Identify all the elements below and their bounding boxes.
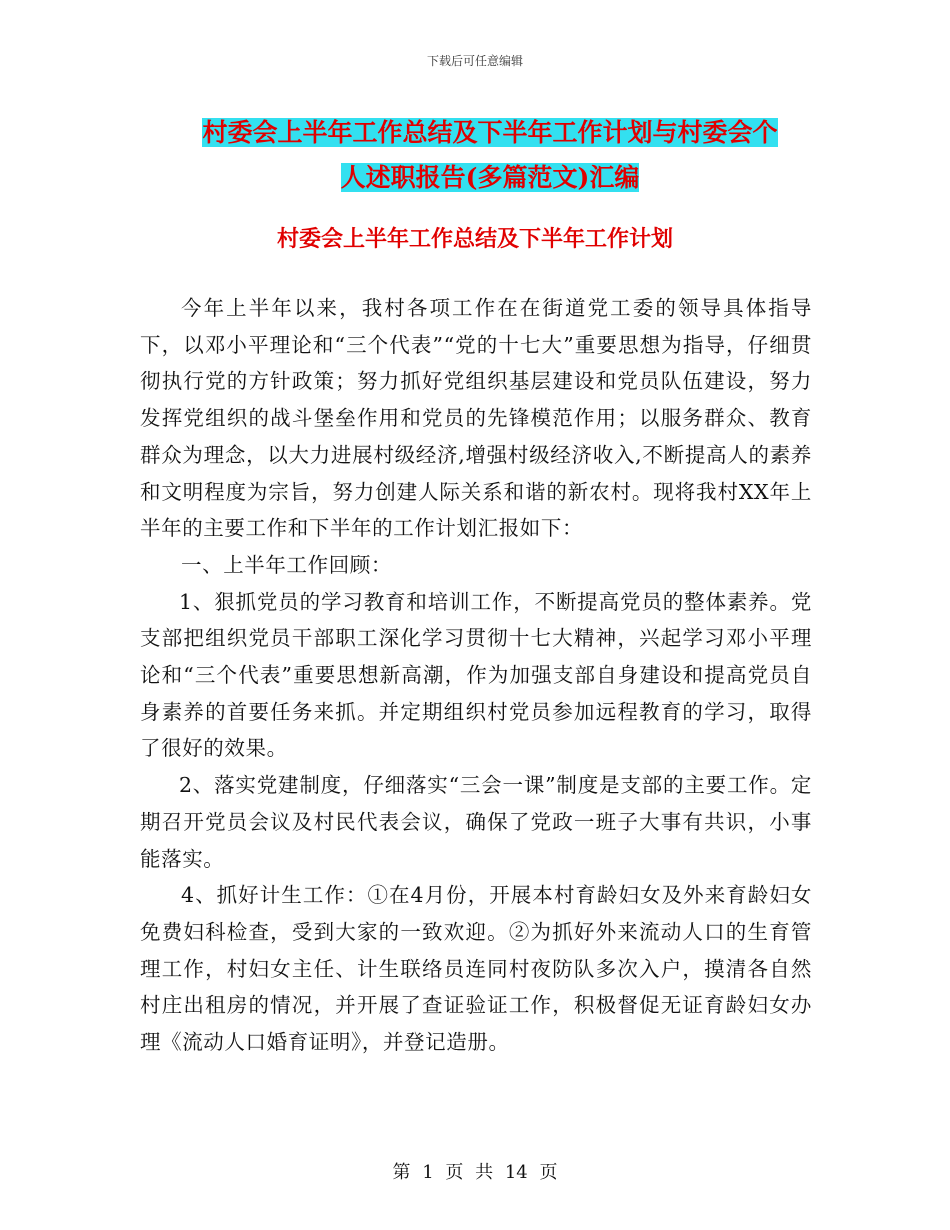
paragraph-item-2: 2、落实党建制度，仔细落实“三会一课”制度是支部的主要工作。定期召开党员会议及村民代表会议，确保了党政一班子大事有共识，小事能落实。 [140,773,812,871]
paragraph-heading-review: 一、上半年工作回顾： [181,552,392,577]
document-title-line-2: 人述职报告(多篇范文)汇编 [340,163,640,192]
paragraph-item-4: 4、抓好计生工作：①在4月份，开展本村育龄妇女及外来育龄妇女免费妇科检查，受到大家的一致欢迎。②为抓好外来流动人口的生育管理工作，村妇女主任、计生联络员连同村夜防队多次入户，摸清各自然村庄出租房的情况，并开展了查证验证工作，积极督促无证育龄妇女办理《流动人口婚育证明》，并登记造册。 [140,883,812,1055]
paragraph-intro: 今年上半年以来，我村各项工作在在街道党工委的领导具体指导下，以邓小平理论和“三个代表”“党的十七大”重要思想为指导，仔细贯彻执行党的方针政策；努力抓好党组织基层建设和党员队伍建设，努力发挥党组织的战斗堡垒作用和党员的先锋模范作用；以服务群众、教育群众为理念，以大力进展村级经济,增强村级经济收入,不断提高人的素养和文明程度为宗旨，努力创建人际关系和谐的新农村。现将我村XX年上半年的主要工作和下半年的工作计划汇报如下： [140,296,812,541]
paragraph-item-1: 1、狠抓党员的学习教育和培训工作，不断提高党员的整体素养。党支部把组织党员干部职工深化学习贯彻十七大精神，兴起学习邓小平理论和“三个代表”重要思想新高潮，作为加强支部自身建设和提高党员自身素养的首要任务来抓。并定期组织村党员参加远程教育的学习，取得了很好的效果。 [140,589,812,761]
document-title [140,110,840,200]
document-title-line-1: 村委会上半年工作总结及下半年工作计划与村委会个 [202,118,778,147]
document-body [140,290,812,1061]
page-header-note: 下载后可任意编辑 [426,54,523,68]
page-footer: 第 1 页 共 14 页 [392,1162,558,1183]
section-title: 村委会上半年工作总结及下半年工作计划 [276,226,673,252]
